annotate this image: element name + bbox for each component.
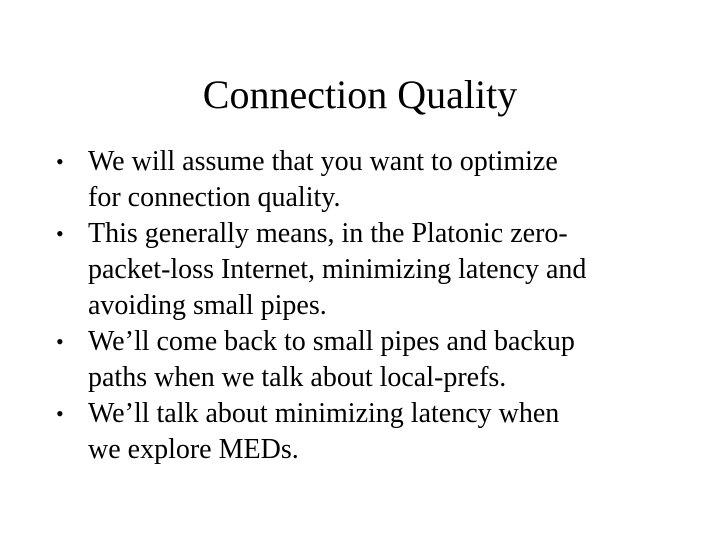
bullet-line: paths when we talk about local-prefs.: [88, 362, 507, 393]
bullet-text: [88, 396, 676, 468]
bullet-item: [56, 396, 676, 468]
bullet-icon: •: [56, 401, 64, 426]
bullet-item: [56, 324, 676, 396]
bullet-line: avoiding small pipes.: [88, 290, 327, 321]
bullet-line: We’ll come back to small pipes and backup: [88, 326, 575, 357]
bullet-item: [56, 216, 676, 324]
slide-title: Connection Quality: [202, 72, 518, 117]
bullet-line: This generally means, in the Platonic zero-: [88, 218, 568, 249]
bullet-line: packet-loss Internet, minimizing latency and: [88, 254, 587, 285]
bullet-text: [88, 216, 676, 324]
bullet-list: [56, 144, 676, 468]
bullet-line: We’ll talk about minimizing latency when: [88, 398, 560, 429]
bullet-line: we explore MEDs.: [88, 434, 299, 465]
bullet-line: for connection quality.: [88, 182, 341, 213]
bullet-text: [88, 324, 676, 396]
bullet-item: [56, 144, 676, 216]
bullet-icon: •: [56, 329, 64, 354]
bullet-text: [88, 144, 676, 216]
bullet-icon: •: [56, 149, 64, 174]
bullet-line: We will assume that you want to optimize: [88, 146, 558, 177]
bullet-icon: •: [56, 221, 64, 246]
